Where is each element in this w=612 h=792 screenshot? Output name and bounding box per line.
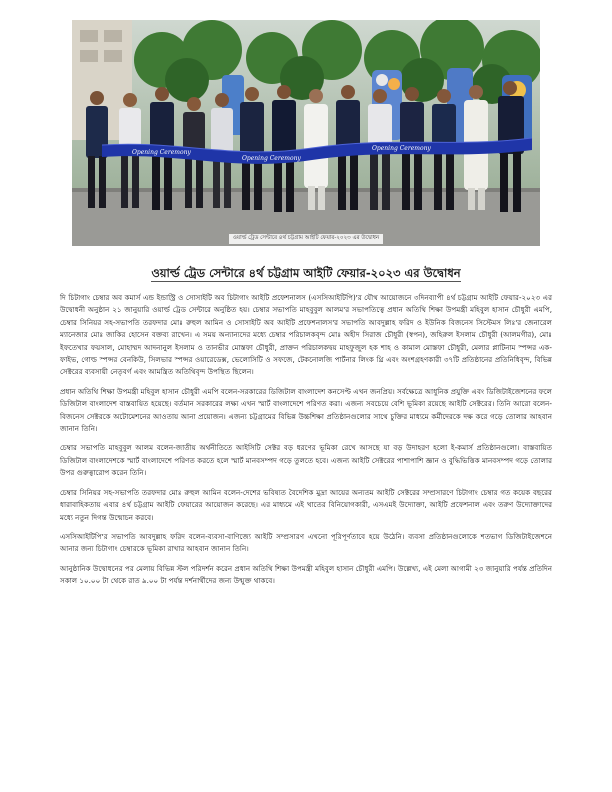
photo-caption: ওয়ার্ল্ড ট্রেড সেন্টারে ৪র্থ চট্টগ্রাম আইটি ফেয়ার-২০২৩ এর উদ্বোধন [229,234,383,244]
ribbon-text-right: Opening Ceremony [372,145,431,152]
paragraph-1: দি চিটাগাং চেম্বার অব কমার্স এন্ড ইন্ডাস্ট্রি ও সোসাইটি অব চিটাগাং আইটি প্রফেশনালস (এসসিআইটিপি)'র যৌথ আয়োজনে ৩দিনব্যাপী ৪র্থ চট্টগ্রাম আইটি ফেয়ার-২০২৩ এর উদ্বোধনী অনুষ্ঠান ২১ জানুয়ারি ওয়ার্ল্ড ট্রেড সেন্টারে অনুষ্ঠিত হয়। চেম্বার সভাপতি মাহবুবুল আলম'র সভাপতিত্বে প্রধান অতিথি শিক্ষা উপমন্ত্রী মহিবুল হাসান চৌধুরী এমপি, চেম্বার সিনিয়র সহ-সভাপতি তরফদার মোঃ রুহুল আমিন ও সোসাইটি অব আইটি প্রফেশনালস'র সভাপতি আবদুল্লাহ ফরিদ ও ইউনিক বিজনেস সিস্টেমস লিঃ'র জেনারেল ম্যানেজার মোঃ জাকির হোসেন বক্তব্য রাখেন। এ সময় অন্যান্যদের মধ্যে চেম্বার পরিচালকবৃন্দ মোঃ অহীদ সিরাজ চৌধুরী (স্বপন), জহিরুল ইসলাম চৌধুরী (আলমগীর), মোঃ ইফতেখার ফয়সাল, মোহাম্মদ আদনানুল ইসলাম ও তানভীর মোস্তফা চৌধুরী, প্রাক্তন পরিচালকদ্বয় মাহফুজুল হক শাহ ও কামাল মোস্তফা চৌধুরী, মেলার প্লাটিনাম স্পন্সর এক-ফাইভ, গোল্ড স্পন্সর বেনকিউ, সিলভার স্পন্সর ওয়ারেডেক্স, ভেলোসিটি ও সফজে, টেকনোলজি পার্টনার লিংক থ্রি এবং অংশগ্রহণকারী ৩৭টি প্রতিষ্ঠানের প্রতিনিধিবৃন্দ, বিভিন্ন সেক্টরের ব্যবসায়ী নেতৃবর্গ এবং আমন্ত্রিত অতিথিবৃন্দ উপস্থিত ছিলেন। [60,293,552,377]
paragraph-5: এসসিআইটিপি'র সভাপতি আবদুল্লাহ ফরিদ বলেন-ব্যবসা-বাণিজ্যে আইটি সম্প্রসারণ এখনো পূরিপূর্ণতাবে হয়ে উঠেনি। ব্যবসা প্রতিষ্ঠানগুলোকে শতভাগ ডিজিটাইজেশনে আনার জন্য চিটাগাং চেম্বারকে ভূমিকা রাখার আহবান জানান তিনি। [60,531,552,554]
ribbon-text-left: Opening Ceremony [132,149,191,156]
headline-text: ওয়ার্ল্ড ট্রেড সেন্টারে ৪র্থ চট্টগ্রাম আইটি ফেয়ার-২০২৩ এর উদ্বোধন [151,266,461,280]
paragraph-2: প্রধান অতিথি শিক্ষা উপমন্ত্রী মহিবুল হাসান চৌধুরী এমপি বলেন-সরকারের ডিজিটাল বাংলাদেশ কনসেপ্ট এখন জনপ্রিয়। সর্বক্ষেত্রে আধুনিক প্রযুক্তি এবং ডিজিটাইজেশনের ফলে ডিজিটাল বাংলাদেশ বাস্তবায়িত হয়েছে। বর্তমান সরকারের লক্ষ্য এখন স্মার্ট বাংলাদেশে পরিণত করা। এজন্য সবচেয়ে বেশি ভূমিকা রয়েছে আইটি সেক্টরের। তিনি আরো বলেন-বিজনেস সেক্টরকে অটোমেশনের আওতায় আনা প্রয়োজন। এজন্য চট্টগ্রামের বিভিন্ন উচ্চশিক্ষা প্রতিষ্ঠানগুলোর সাথে চুক্তির মাধ্যমে কর্মীদেরকে দক্ষ করে গড়ে তোলার আহবান জানান তিনি। [60,386,552,434]
article-body [60,292,552,595]
event-photo [72,20,540,246]
paragraph-3: চেম্বার সভাপতি মাহবুবুল আলম বলেন-জাতীয় অর্থনীতিতে আইসিটি সেক্টর বড় ধরণের ভূমিকা রেখে আসছে যা বড় উদাহরণ হলো ই-কমার্স প্রতিষ্ঠানগুলো। বাস্তবায়িত ডিজিটাল বাংলাদেশকে স্মার্ট বাংলাদেশে পরিণত করতে হলে স্মার্ট মানবসম্পদ গড়ে তুলতে হবে। এজন্য আইটি সেক্টরের পাশাপাশি জ্ঞান ও বুদ্ধিভিত্তিক মানবসম্পদ গড়ে তোলার উপর গুরুত্বারোপ করেন তিনি। [60,443,552,478]
ribbon-cutting-photo [72,20,540,246]
headline [60,262,552,284]
ribbon-text-mid: Opening Ceremony [242,155,301,162]
paragraph-4: চেম্বার সিনিয়র সহ-সভাপতি তরফদার মোঃ রুহুল আমিন বলেন-দেশের ভবিষ্যত বৈদেশিক মুদ্রা আয়ের অন্যতম আইটি সেক্টরের সম্প্রসারণে চিটাগাং চেম্বার গত কয়েক বছরের ধারাবাহিকতায় এবার ৪র্থ চট্টগ্রাম আইটি ফেয়ারের আয়োজন করেছে। এর মাধ্যমে এই খাতের বিনিয়োগকারী, এসএমই উদ্যোক্তা, আইটি প্রফেশনাল এবং তরুণ উদ্যোক্তাদের মধ্যে নতুন দিগন্ত উন্মোচন করবে। [60,487,552,522]
paragraph-6: আনুষ্ঠানিক উদ্বোধনের পর মেলায় বিভিন্ন স্টল পরিদর্শন করেন প্রধান অতিথি শিক্ষা উপমন্ত্রী মহিবুল হাসান চৌধুরী এমপি। উল্লেখ্য, এই মেলা আগামী ২৩ জানুয়ারি পর্যন্ত প্রতিদিন সকাল ১০.০০ টা থেকে রাত ৯.০০ টা পর্যন্ত দর্শনার্থীদের জন্য উন্মুক্ত থাকবে। [60,563,552,586]
